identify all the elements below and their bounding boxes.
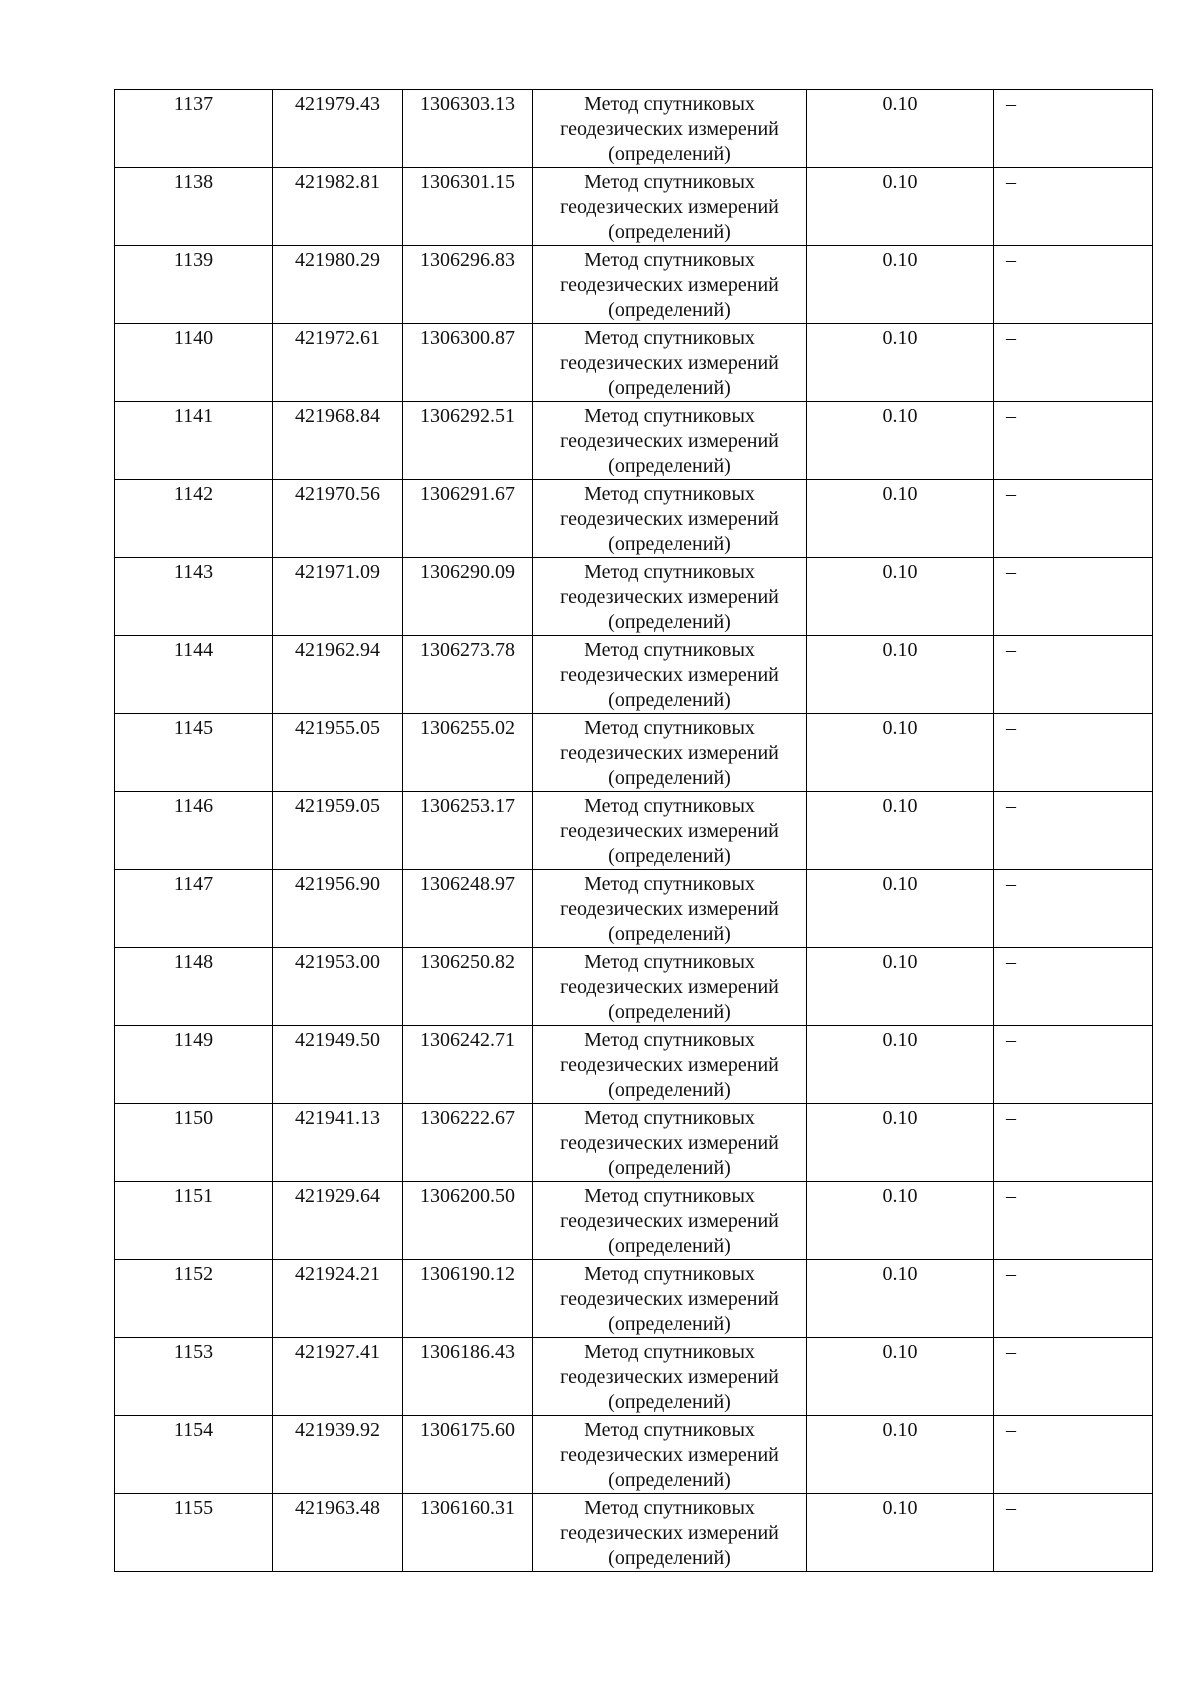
accuracy-cell (807, 1182, 994, 1260)
note-value: – (1006, 717, 1016, 739)
accuracy-cell (807, 1260, 994, 1338)
table-row (115, 1494, 1153, 1572)
method-line: (определений) (608, 299, 731, 321)
method-line: геодезических измерений (560, 352, 779, 374)
point-number: 1138 (173, 171, 214, 193)
method-line: Метод спутниковых (584, 873, 755, 895)
y-coordinate-cell (403, 1260, 533, 1338)
point-number-cell (115, 90, 273, 168)
method-cell (533, 792, 807, 870)
point-number-cell (115, 870, 273, 948)
note-value: – (1006, 1497, 1016, 1519)
note-value: – (1006, 1029, 1016, 1051)
y-coordinate: 1306291.67 (420, 483, 515, 505)
accuracy-value: 0.10 (882, 1341, 918, 1363)
table-row (115, 792, 1153, 870)
x-coordinate: 421955.05 (295, 717, 380, 739)
method-line: (определений) (608, 1157, 731, 1179)
accuracy-value: 0.10 (882, 1263, 918, 1285)
point-number-cell (115, 168, 273, 246)
method-line: геодезических измерений (560, 664, 779, 686)
x-coordinate: 421959.05 (295, 795, 380, 817)
y-coordinate: 1306222.67 (420, 1107, 515, 1129)
method-line: геодезических измерений (560, 1444, 779, 1466)
method-cell (533, 948, 807, 1026)
coordinates-table-body (115, 90, 1153, 1572)
note-value: – (1006, 171, 1016, 193)
point-number: 1153 (173, 1341, 214, 1363)
method-line: (определений) (608, 455, 731, 477)
method-line: (определений) (608, 377, 731, 399)
point-number-cell (115, 324, 273, 402)
accuracy-cell (807, 1338, 994, 1416)
y-coordinate-cell (403, 402, 533, 480)
point-number: 1145 (173, 717, 214, 739)
table-row (115, 558, 1153, 636)
method-cell (533, 558, 807, 636)
accuracy-value: 0.10 (882, 249, 918, 271)
y-coordinate: 1306292.51 (420, 405, 515, 427)
point-number-cell (115, 1026, 273, 1104)
table-row (115, 1338, 1153, 1416)
x-coordinate: 421924.21 (295, 1263, 380, 1285)
x-coordinate-cell (273, 1026, 403, 1104)
accuracy-cell (807, 402, 994, 480)
note-cell (994, 714, 1153, 792)
method-line: геодезических измерений (560, 1210, 779, 1232)
x-coordinate: 421968.84 (295, 405, 380, 427)
note-cell (994, 1494, 1153, 1572)
accuracy-cell (807, 1494, 994, 1572)
accuracy-cell (807, 480, 994, 558)
x-coordinate-cell (273, 246, 403, 324)
point-number: 1144 (173, 639, 214, 661)
accuracy-cell (807, 1416, 994, 1494)
method-cell (533, 168, 807, 246)
accuracy-value: 0.10 (882, 405, 918, 427)
method-line: Метод спутниковых (584, 951, 755, 973)
y-coordinate-cell (403, 480, 533, 558)
x-coordinate: 421941.13 (295, 1107, 380, 1129)
y-coordinate: 1306175.60 (420, 1419, 515, 1441)
note-value: – (1006, 405, 1016, 427)
note-value: – (1006, 873, 1016, 895)
accuracy-cell (807, 558, 994, 636)
accuracy-cell (807, 168, 994, 246)
x-coordinate: 421971.09 (295, 561, 380, 583)
x-coordinate: 421953.00 (295, 951, 380, 973)
method-line: (определений) (608, 923, 731, 945)
point-number: 1141 (173, 405, 214, 427)
method-line: (определений) (608, 533, 731, 555)
note-value: – (1006, 93, 1016, 115)
note-value: – (1006, 1185, 1016, 1207)
method-line: (определений) (608, 143, 731, 165)
note-value: – (1006, 249, 1016, 271)
table-row (115, 402, 1153, 480)
note-cell (994, 636, 1153, 714)
method-line: Метод спутниковых (584, 171, 755, 193)
accuracy-value: 0.10 (882, 795, 918, 817)
table-row (115, 870, 1153, 948)
point-number-cell (115, 1338, 273, 1416)
method-line: геодезических измерений (560, 820, 779, 842)
accuracy-cell (807, 948, 994, 1026)
note-cell (994, 870, 1153, 948)
note-value: – (1006, 795, 1016, 817)
point-number: 1142 (173, 483, 214, 505)
table-row (115, 636, 1153, 714)
y-coordinate-cell (403, 246, 533, 324)
method-cell (533, 870, 807, 948)
point-number-cell (115, 636, 273, 714)
x-coordinate-cell (273, 1494, 403, 1572)
method-line: геодезических измерений (560, 586, 779, 608)
x-coordinate: 421982.81 (295, 171, 380, 193)
point-number: 1149 (173, 1029, 214, 1051)
y-coordinate-cell (403, 1494, 533, 1572)
accuracy-value: 0.10 (882, 93, 918, 115)
accuracy-cell (807, 324, 994, 402)
y-coordinate: 1306186.43 (420, 1341, 515, 1363)
method-line: (определений) (608, 1235, 731, 1257)
accuracy-cell (807, 714, 994, 792)
y-coordinate: 1306160.31 (420, 1497, 515, 1519)
method-line: Метод спутниковых (584, 561, 755, 583)
table-row (115, 1416, 1153, 1494)
method-line: (определений) (608, 845, 731, 867)
method-line: геодезических измерений (560, 1522, 779, 1544)
point-number: 1155 (173, 1497, 214, 1519)
method-line: (определений) (608, 611, 731, 633)
note-value: – (1006, 639, 1016, 661)
method-line: геодезических измерений (560, 1366, 779, 1388)
note-cell (994, 1260, 1153, 1338)
note-value: – (1006, 327, 1016, 349)
accuracy-cell (807, 90, 994, 168)
x-coordinate-cell (273, 324, 403, 402)
accuracy-value: 0.10 (882, 951, 918, 973)
method-line: Метод спутниковых (584, 93, 755, 115)
accuracy-value: 0.10 (882, 171, 918, 193)
method-line: Метод спутниковых (584, 639, 755, 661)
x-coordinate: 421972.61 (295, 327, 380, 349)
y-coordinate: 1306248.97 (420, 873, 515, 895)
method-line: геодезических измерений (560, 430, 779, 452)
note-value: – (1006, 1107, 1016, 1129)
method-line: Метод спутниковых (584, 1107, 755, 1129)
y-coordinate-cell (403, 1104, 533, 1182)
x-coordinate: 421979.43 (295, 93, 380, 115)
note-cell (994, 90, 1153, 168)
x-coordinate-cell (273, 870, 403, 948)
method-line: Метод спутниковых (584, 1263, 755, 1285)
x-coordinate-cell (273, 1416, 403, 1494)
x-coordinate-cell (273, 402, 403, 480)
x-coordinate-cell (273, 168, 403, 246)
accuracy-value: 0.10 (882, 1029, 918, 1051)
table-row (115, 480, 1153, 558)
y-coordinate: 1306300.87 (420, 327, 515, 349)
table-row (115, 246, 1153, 324)
method-cell (533, 246, 807, 324)
method-line: (определений) (608, 689, 731, 711)
accuracy-cell (807, 1026, 994, 1104)
note-cell (994, 402, 1153, 480)
note-cell (994, 558, 1153, 636)
method-line: геодезических измерений (560, 118, 779, 140)
accuracy-value: 0.10 (882, 1107, 918, 1129)
note-cell (994, 1338, 1153, 1416)
accuracy-value: 0.10 (882, 483, 918, 505)
y-coordinate-cell (403, 636, 533, 714)
accuracy-value: 0.10 (882, 561, 918, 583)
point-number-cell (115, 948, 273, 1026)
method-line: Метод спутниковых (584, 327, 755, 349)
method-line: геодезических измерений (560, 898, 779, 920)
x-coordinate: 421962.94 (295, 639, 380, 661)
point-number: 1148 (173, 951, 214, 973)
method-line: (определений) (608, 1391, 731, 1413)
method-cell (533, 1026, 807, 1104)
y-coordinate-cell (403, 90, 533, 168)
point-number-cell (115, 558, 273, 636)
note-value: – (1006, 1263, 1016, 1285)
point-number: 1151 (173, 1185, 214, 1207)
x-coordinate-cell (273, 480, 403, 558)
y-coordinate: 1306296.83 (420, 249, 515, 271)
method-line: Метод спутниковых (584, 717, 755, 739)
y-coordinate: 1306290.09 (420, 561, 515, 583)
y-coordinate: 1306301.15 (420, 171, 515, 193)
x-coordinate-cell (273, 90, 403, 168)
accuracy-cell (807, 636, 994, 714)
method-line: Метод спутниковых (584, 1185, 755, 1207)
y-coordinate-cell (403, 714, 533, 792)
note-cell (994, 792, 1153, 870)
method-line: геодезических измерений (560, 508, 779, 530)
method-cell (533, 90, 807, 168)
y-coordinate-cell (403, 168, 533, 246)
note-cell (994, 1182, 1153, 1260)
method-line: (определений) (608, 1079, 731, 1101)
note-cell (994, 1026, 1153, 1104)
method-line: Метод спутниковых (584, 1419, 755, 1441)
point-number-cell (115, 246, 273, 324)
point-number: 1147 (173, 873, 214, 895)
note-value: – (1006, 1341, 1016, 1363)
y-coordinate: 1306303.13 (420, 93, 515, 115)
x-coordinate: 421980.29 (295, 249, 380, 271)
point-number: 1154 (173, 1419, 214, 1441)
note-cell (994, 948, 1153, 1026)
point-number-cell (115, 480, 273, 558)
accuracy-value: 0.10 (882, 717, 918, 739)
method-cell (533, 324, 807, 402)
method-cell (533, 1260, 807, 1338)
method-line: (определений) (608, 1313, 731, 1335)
method-line: (определений) (608, 221, 731, 243)
point-number-cell (115, 714, 273, 792)
method-line: (определений) (608, 767, 731, 789)
x-coordinate: 421929.64 (295, 1185, 380, 1207)
y-coordinate: 1306273.78 (420, 639, 515, 661)
note-cell (994, 1416, 1153, 1494)
method-line: Метод спутниковых (584, 1029, 755, 1051)
x-coordinate-cell (273, 1182, 403, 1260)
y-coordinate: 1306253.17 (420, 795, 515, 817)
method-line: Метод спутниковых (584, 405, 755, 427)
x-coordinate: 421927.41 (295, 1341, 380, 1363)
accuracy-cell (807, 870, 994, 948)
y-coordinate-cell (403, 1338, 533, 1416)
method-line: геодезических измерений (560, 976, 779, 998)
y-coordinate: 1306250.82 (420, 951, 515, 973)
table-row (115, 1182, 1153, 1260)
x-coordinate: 421939.92 (295, 1419, 380, 1441)
accuracy-value: 0.10 (882, 1185, 918, 1207)
method-line: Метод спутниковых (584, 795, 755, 817)
table-row (115, 1260, 1153, 1338)
x-coordinate-cell (273, 636, 403, 714)
x-coordinate: 421956.90 (295, 873, 380, 895)
table-row (115, 948, 1153, 1026)
method-cell (533, 1416, 807, 1494)
method-line: Метод спутниковых (584, 249, 755, 271)
point-number: 1146 (173, 795, 214, 817)
point-number: 1140 (173, 327, 214, 349)
method-line: Метод спутниковых (584, 1341, 755, 1363)
y-coordinate-cell (403, 948, 533, 1026)
x-coordinate: 421949.50 (295, 1029, 380, 1051)
accuracy-value: 0.10 (882, 873, 918, 895)
method-line: (определений) (608, 1469, 731, 1491)
method-cell (533, 714, 807, 792)
note-cell (994, 1104, 1153, 1182)
y-coordinate-cell (403, 1416, 533, 1494)
accuracy-value: 0.10 (882, 1419, 918, 1441)
x-coordinate-cell (273, 948, 403, 1026)
point-number-cell (115, 402, 273, 480)
method-cell (533, 402, 807, 480)
method-line: геодезических измерений (560, 196, 779, 218)
method-line: (определений) (608, 1547, 731, 1569)
point-number-cell (115, 1494, 273, 1572)
y-coordinate-cell (403, 324, 533, 402)
y-coordinate-cell (403, 1182, 533, 1260)
table-row (115, 168, 1153, 246)
x-coordinate-cell (273, 1260, 403, 1338)
method-line: геодезических измерений (560, 274, 779, 296)
point-number-cell (115, 1104, 273, 1182)
note-cell (994, 324, 1153, 402)
y-coordinate: 1306242.71 (420, 1029, 515, 1051)
point-number: 1139 (173, 249, 214, 271)
x-coordinate: 421970.56 (295, 483, 380, 505)
point-number-cell (115, 1416, 273, 1494)
method-cell (533, 636, 807, 714)
table-row (115, 1026, 1153, 1104)
y-coordinate-cell (403, 1026, 533, 1104)
accuracy-cell (807, 792, 994, 870)
y-coordinate-cell (403, 558, 533, 636)
accuracy-value: 0.10 (882, 639, 918, 661)
note-cell (994, 246, 1153, 324)
point-number: 1143 (173, 561, 214, 583)
table-row (115, 324, 1153, 402)
accuracy-value: 0.10 (882, 327, 918, 349)
method-line: Метод спутниковых (584, 483, 755, 505)
method-cell (533, 1104, 807, 1182)
x-coordinate: 421963.48 (295, 1497, 380, 1519)
x-coordinate-cell (273, 558, 403, 636)
point-number: 1152 (173, 1263, 214, 1285)
method-line: Метод спутниковых (584, 1497, 755, 1519)
y-coordinate-cell (403, 870, 533, 948)
method-cell (533, 1182, 807, 1260)
method-cell (533, 1338, 807, 1416)
method-cell (533, 480, 807, 558)
note-cell (994, 168, 1153, 246)
note-cell (994, 480, 1153, 558)
point-number-cell (115, 1260, 273, 1338)
y-coordinate-cell (403, 792, 533, 870)
x-coordinate-cell (273, 792, 403, 870)
method-line: геодезических измерений (560, 1054, 779, 1076)
x-coordinate-cell (273, 714, 403, 792)
note-value: – (1006, 1419, 1016, 1441)
note-value: – (1006, 483, 1016, 505)
table-row (115, 1104, 1153, 1182)
method-line: геодезических измерений (560, 1288, 779, 1310)
point-number-cell (115, 1182, 273, 1260)
table-row (115, 714, 1153, 792)
note-value: – (1006, 951, 1016, 973)
method-line: геодезических измерений (560, 1132, 779, 1154)
accuracy-cell (807, 1104, 994, 1182)
x-coordinate-cell (273, 1104, 403, 1182)
y-coordinate: 1306190.12 (420, 1263, 515, 1285)
table-row (115, 90, 1153, 168)
y-coordinate: 1306255.02 (420, 717, 515, 739)
accuracy-cell (807, 246, 994, 324)
point-number-cell (115, 792, 273, 870)
x-coordinate-cell (273, 1338, 403, 1416)
y-coordinate: 1306200.50 (420, 1185, 515, 1207)
coordinates-table (114, 89, 1153, 1572)
note-value: – (1006, 561, 1016, 583)
method-line: (определений) (608, 1001, 731, 1023)
method-line: геодезических измерений (560, 742, 779, 764)
point-number: 1150 (173, 1107, 214, 1129)
accuracy-value: 0.10 (882, 1497, 918, 1519)
point-number: 1137 (173, 93, 214, 115)
method-cell (533, 1494, 807, 1572)
